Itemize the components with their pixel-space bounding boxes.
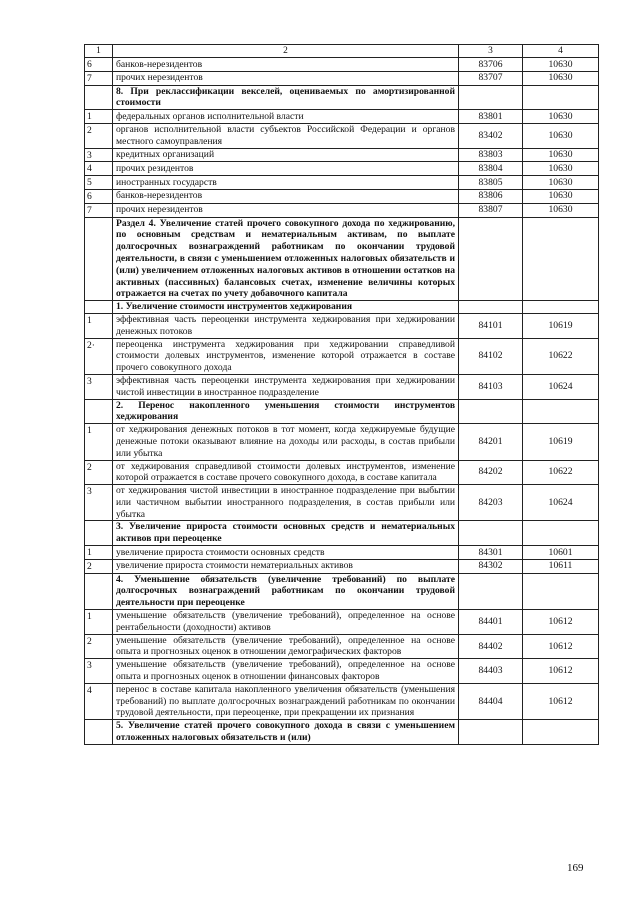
row-number: 1 (85, 110, 113, 124)
row-code (523, 720, 599, 745)
row-code: 10624 (523, 485, 599, 521)
row-account: 84101 (459, 313, 523, 338)
row-code: 10630 (523, 123, 599, 148)
row-account: 84202 (459, 460, 523, 485)
row-description: прочих нерезидентов (113, 203, 459, 217)
row-description: уменьшение обязательств (увеличение требований), определенное на основе рентабельности (доходности) активов (113, 610, 459, 635)
row-code: 10601 (523, 546, 599, 560)
row-code: 10612 (523, 610, 599, 635)
table-row (85, 203, 599, 217)
row-number: 7 (85, 203, 113, 217)
row-number: 1 (85, 546, 113, 560)
row-account: 84403 (459, 659, 523, 684)
header-col-4: 4 (523, 45, 599, 58)
row-number: 2 (85, 559, 113, 573)
section-heading-row (85, 720, 599, 745)
row-number: 3 (85, 659, 113, 684)
row-description: от хеджирования денежных потоков в тот момент, когда хеджируемые будущие денежные потоки оказывают влияние на доходы или расходы, в состав прибыли или убытка (113, 424, 459, 460)
row-code: 10622 (523, 460, 599, 485)
row-account (459, 217, 523, 301)
row-description: переоценка инструмента хеджирования при хеджировании справедливой стоимости долевых инструментов, изменение которой отражается в составе прочего совокупного дохода (113, 338, 459, 374)
row-account (459, 573, 523, 609)
row-account: 84203 (459, 485, 523, 521)
row-description: органов исполнительной власти субъектов Российской Федерации и органов местного самоуправления (113, 123, 459, 148)
table-row (85, 559, 599, 573)
section-heading-row (85, 573, 599, 609)
section-heading-row (85, 301, 599, 314)
table-row (85, 546, 599, 560)
table-row (85, 338, 599, 374)
row-description: банков-нерезидентов (113, 58, 459, 72)
row-code: 10612 (523, 634, 599, 659)
row-number: 4 (85, 162, 113, 176)
row-code: 10612 (523, 659, 599, 684)
row-description: иностранных государств (113, 176, 459, 190)
row-number: 3 (85, 148, 113, 162)
row-number (85, 399, 113, 424)
row-account: 83402 (459, 123, 523, 148)
table-row (85, 148, 599, 162)
row-number (85, 217, 113, 301)
row-account (459, 85, 523, 110)
header-col-2: 2 (113, 45, 459, 58)
row-description: федеральных органов исполнительной власти (113, 110, 459, 124)
row-account (459, 720, 523, 745)
row-description: прочих нерезидентов (113, 71, 459, 85)
row-description: уменьшение обязательств (увеличение требований), определенное на основе опыта и прогнозных оценок в отношении демографических факторов (113, 634, 459, 659)
row-number (85, 720, 113, 745)
row-number: 7 (85, 71, 113, 85)
row-account: 84103 (459, 374, 523, 399)
row-account: 83801 (459, 110, 523, 124)
row-account: 83803 (459, 148, 523, 162)
row-code (523, 301, 599, 314)
table-row (85, 659, 599, 684)
table-row (85, 162, 599, 176)
header-col-3: 3 (459, 45, 523, 58)
row-description: эффективная часть переоценки инструмента хеджирования при хеджировании денежных потоков (113, 313, 459, 338)
row-code (523, 217, 599, 301)
row-description: кредитных организаций (113, 148, 459, 162)
table-row (85, 424, 599, 460)
row-description: банков-нерезидентов (113, 189, 459, 203)
row-description: эффективная часть переоценки инструмента хеджирования при хеджировании чистой инвестиции в иностранное подразделение (113, 374, 459, 399)
row-account: 83804 (459, 162, 523, 176)
row-code (523, 521, 599, 546)
table-row (85, 683, 599, 719)
row-description: прочих резидентов (113, 162, 459, 176)
section-heading-row (85, 217, 599, 301)
row-code: 10619 (523, 313, 599, 338)
row-account: 83807 (459, 203, 523, 217)
row-number (85, 301, 113, 314)
row-code: 10630 (523, 58, 599, 72)
table-row (85, 176, 599, 190)
row-account (459, 399, 523, 424)
row-code (523, 573, 599, 609)
row-description: 3. Увеличение прироста стоимости основных средств и нематериальных активов при переоценке (113, 521, 459, 546)
row-description: от хеджирования справедливой стоимости долевых инструментов, изменение которой отражается в составе прочего совокупного дохода, в составе капитала (113, 460, 459, 485)
row-number: 1 (85, 424, 113, 460)
row-description: от хеджирования чистой инвестиции в иностранное подразделение при выбытии или частичном выбытии иностранного подразделения, в состав прибыли или убытка (113, 485, 459, 521)
row-account: 83805 (459, 176, 523, 190)
row-number: 1 (85, 610, 113, 635)
table-row (85, 374, 599, 399)
row-number: 5 (85, 176, 113, 190)
row-number: 2 (85, 123, 113, 148)
row-account: 84301 (459, 546, 523, 560)
row-account: 84302 (459, 559, 523, 573)
row-number: 2 (85, 634, 113, 659)
section-heading-row (85, 85, 599, 110)
row-code: 10611 (523, 559, 599, 573)
row-account: 84402 (459, 634, 523, 659)
row-account: 83806 (459, 189, 523, 203)
row-code: 10630 (523, 203, 599, 217)
table-row (85, 313, 599, 338)
row-description: уменьшение обязательств (увеличение требований), определенное на основе опыта и прогнозных оценок в отношении финансовых факторов (113, 659, 459, 684)
row-code: 10630 (523, 189, 599, 203)
page-number: 169 (567, 862, 584, 874)
row-account: 84201 (459, 424, 523, 460)
row-code: 10630 (523, 110, 599, 124)
row-account (459, 301, 523, 314)
table-row (85, 634, 599, 659)
row-number: 1 (85, 313, 113, 338)
row-description: Раздел 4. Увеличение статей прочего совокупного дохода по хеджированию, по основным средствам и нематериальным активам, по выплате долгосрочных вознаграждений работникам по окончании трудовой деятельности, в связи с уменьшением отложенных налоговых обязательств и (или) увеличением отложенных налоговых активов в отношении остатков на активных (пассивных) балансовых счетах, изменение величины которых отражается на счетах по учету добавочного капитала (113, 217, 459, 301)
row-code: 10630 (523, 162, 599, 176)
table-header-row (85, 45, 599, 58)
table-row (85, 189, 599, 203)
row-description: увеличение прироста стоимости нематериальных активов (113, 559, 459, 573)
row-number: 4 (85, 683, 113, 719)
row-account: 84401 (459, 610, 523, 635)
row-number (85, 573, 113, 609)
row-code: 10630 (523, 148, 599, 162)
accounts-table (84, 44, 599, 745)
section-heading-row (85, 399, 599, 424)
section-heading-row (85, 521, 599, 546)
row-code: 10624 (523, 374, 599, 399)
row-account: 84404 (459, 683, 523, 719)
row-description: перенос в составе капитала накопленного увеличения обязательств (уменьшения требований) по выплате долгосрочных вознаграждений работникам по окончании трудовой деятельности, при переоценке, при прекращении их признания (113, 683, 459, 719)
table-row (85, 110, 599, 124)
row-description: 1. Увеличение стоимости инструментов хеджирования (113, 301, 459, 314)
row-description: 8. При реклассификации векселей, оцениваемых по амортизированной стоимости (113, 85, 459, 110)
row-number: 3 (85, 485, 113, 521)
row-number: 6 (85, 58, 113, 72)
row-account (459, 521, 523, 546)
row-code (523, 399, 599, 424)
table-row (85, 71, 599, 85)
row-code: 10619 (523, 424, 599, 460)
table-row (85, 58, 599, 72)
row-description: 5. Увеличение статей прочего совокупного дохода в связи с уменьшением отложенных налоговых обязательств и (или) (113, 720, 459, 745)
header-col-1: 1 (85, 45, 113, 58)
row-account: 83706 (459, 58, 523, 72)
row-code (523, 85, 599, 110)
row-number: 2 (85, 460, 113, 485)
row-number: 6 (85, 189, 113, 203)
row-code: 10630 (523, 176, 599, 190)
table-row (85, 485, 599, 521)
table-row (85, 460, 599, 485)
row-code: 10612 (523, 683, 599, 719)
row-number: 3 (85, 374, 113, 399)
row-number (85, 85, 113, 110)
row-number: 2· (85, 338, 113, 374)
table-row (85, 610, 599, 635)
row-description: увеличение прироста стоимости основных средств (113, 546, 459, 560)
row-description: 2. Перенос накопленного уменьшения стоимости инструментов хеджирования (113, 399, 459, 424)
table-row (85, 123, 599, 148)
row-account: 83707 (459, 71, 523, 85)
row-number (85, 521, 113, 546)
document-page (84, 44, 598, 745)
row-code: 10622 (523, 338, 599, 374)
row-description: 4. Уменьшение обязательств (увеличение требований) по выплате долгосрочных вознаграждений работникам по окончании трудовой деятельности при переоценке (113, 573, 459, 609)
row-account: 84102 (459, 338, 523, 374)
row-code: 10630 (523, 71, 599, 85)
